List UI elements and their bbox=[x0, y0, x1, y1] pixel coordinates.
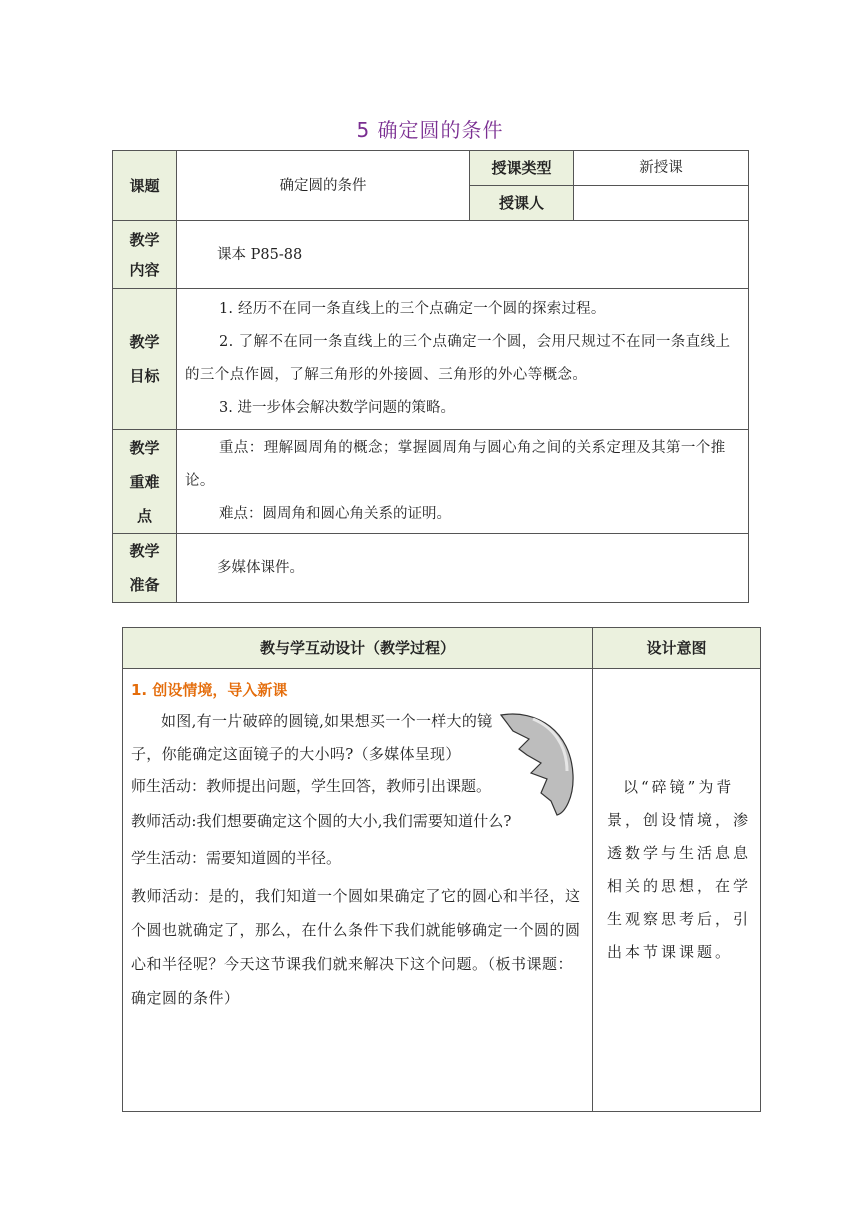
prep-label-text: 教学准备 bbox=[129, 542, 160, 594]
intro-block bbox=[131, 705, 584, 801]
goal-item: 3. 进一步体会解决数学问题的策略。 bbox=[219, 400, 455, 416]
content-label-text: 教学内容 bbox=[129, 230, 160, 279]
type-label: 授课类型 bbox=[470, 151, 574, 186]
prep-label bbox=[113, 534, 177, 603]
goals-label-text: 教学目标 bbox=[129, 333, 160, 385]
intent-header: 设计意图 bbox=[593, 628, 761, 669]
difficult-point: 难点：圆周角和圆心角关系的证明。 bbox=[219, 506, 451, 522]
teacher-student-activity: 师生活动：教师提出问题，学生回答，教师引出课题。 bbox=[131, 777, 492, 795]
intro-text: 如图,有一片破碎的圆镜,如果想买一个一样大的镜子，你能确定这面镜子的大小吗?（多媒体呈现） bbox=[131, 712, 493, 763]
goals-label bbox=[113, 289, 177, 430]
teaching-process-table bbox=[122, 627, 761, 1112]
content-value: 课本 P85-88 bbox=[177, 221, 749, 289]
keypoints-label bbox=[113, 430, 177, 534]
goals-cell bbox=[177, 289, 749, 430]
prep-value: 多媒体课件。 bbox=[177, 534, 749, 603]
section-title: 1. 创设情境，导入新课 bbox=[131, 681, 288, 699]
teacher-value bbox=[574, 186, 749, 221]
lesson-info-table bbox=[112, 150, 749, 603]
content-label bbox=[113, 221, 177, 289]
process-cell bbox=[123, 669, 593, 1112]
broken-mirror-shard bbox=[501, 714, 573, 815]
intent-cell bbox=[593, 669, 761, 1112]
topic-value: 确定圆的条件 bbox=[177, 151, 470, 221]
goal-item: 1. 经历不在同一条直线上的三个点确定一个圆的探索过程。 bbox=[219, 301, 606, 317]
teacher-activity-1: 教师活动:我们想要确定这个圆的大小,我们需要知道什么? bbox=[131, 812, 512, 830]
keypoints-label-text: 教学重难点 bbox=[129, 438, 160, 525]
key-point: 重点：理解圆周角的概念；掌握圆周角与圆心角之间的关系定理及其第一个推论。 bbox=[185, 440, 726, 489]
page-title: 5 确定圆的条件 bbox=[356, 118, 504, 142]
keypoints-cell bbox=[177, 430, 749, 534]
process-header: 教与学互动设计（教学过程） bbox=[123, 628, 593, 669]
teacher-activity-2: 教师活动：是的，我们知道一个圆如果确定了它的圆心和半径，这个圆也就确定了，那么，在什么条件下我们就能够确定一个圆的圆心和半径呢？今天这节课我们就来解决下这个问题。（板书课题：确定圆的条件） bbox=[131, 887, 581, 1007]
teacher-label: 授课人 bbox=[470, 186, 574, 221]
topic-label: 课题 bbox=[113, 151, 177, 221]
student-activity: 学生活动：需要知道圆的半径。 bbox=[131, 849, 342, 867]
type-value: 新授课 bbox=[574, 151, 749, 186]
broken-mirror-figure bbox=[497, 709, 577, 819]
goal-item: 2. 了解不在同一条直线上的三个点确定一个圆，会用尺规过不在同一条直线上的三个点作圆，了解三角形的外接圆、三角形的外心等概念。 bbox=[185, 334, 731, 383]
design-intent: 以“碎镜”为背景，创设情境，渗透数学与生活息息相关的思想，在学生观察思考后，引出本节课课题。 bbox=[607, 778, 752, 961]
